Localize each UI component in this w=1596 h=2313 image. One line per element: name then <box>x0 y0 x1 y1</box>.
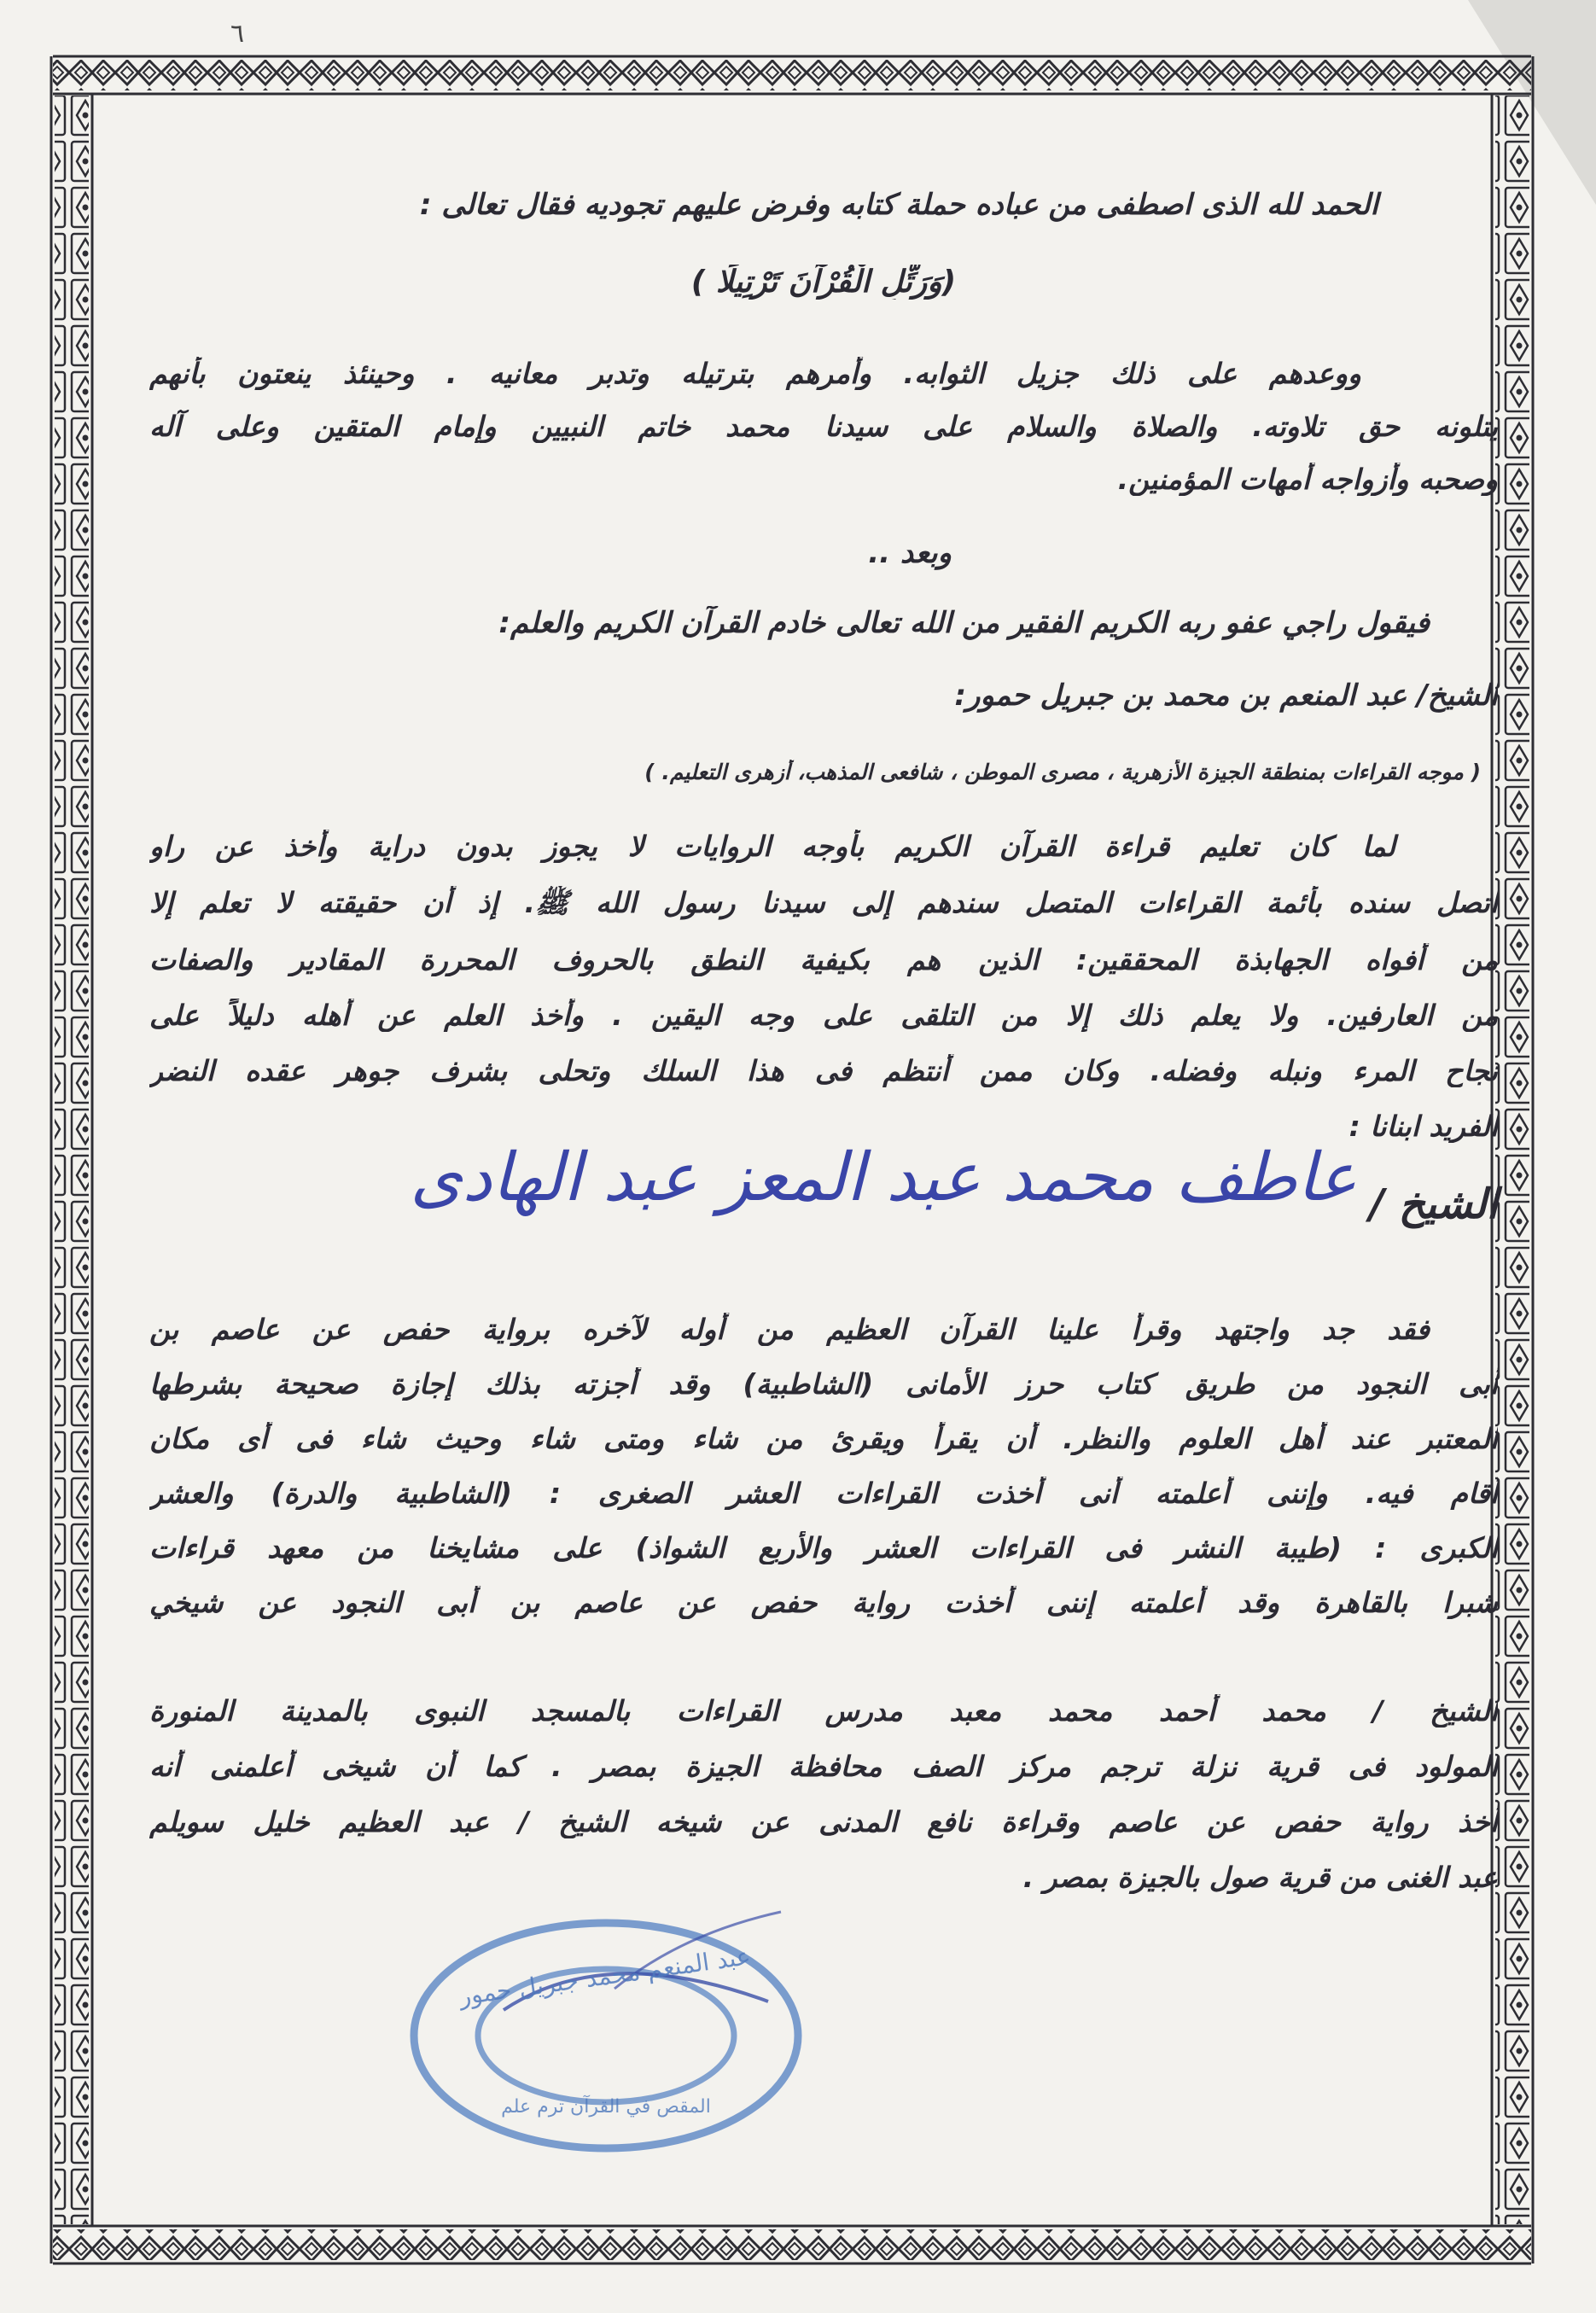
stamp-lower-text: المقص في القرآن ترم علم <box>501 2096 711 2118</box>
text-line: اتصل سنده بأئمة القراءات المتصل سندهم إلى سيدنا رسول الله ﷺ. إذ أن حقيقته لا تعلم إلا <box>149 886 1498 919</box>
text-line: وصحبه وأزواجه أمهات المؤمنين. <box>1117 463 1498 496</box>
text-line: لما كان تعليم قراءة القرآن الكريم بأوجه الروايات لا يجوز بدون دراية وأخذ عن راو <box>149 830 1395 863</box>
page-mark: ٦ <box>230 19 245 49</box>
stamp-text: عبد المنعم محمد جبريل حمور <box>457 1942 753 2011</box>
text-line: من أفواه الجهابذة المحققين: الذين هم بكيفية النطق بالحروف المحررة المقادير والصفات <box>149 943 1498 976</box>
student-prefix: الشيخ / <box>1369 1180 1498 1228</box>
text-line: نجاح المرء ونبله وفضله. وكان ممن أنتظم فى هذا السلك وتحلى بشرف جوهر عقده النضر <box>149 1054 1498 1087</box>
certificate-text <box>149 171 1498 2014</box>
text-line: شبرا بالقاهرة وقد أعلمته إننى أخذت رواية حفص عن عاصم بن أبى النجود عن شيخي <box>149 1586 1498 1619</box>
student-line <box>149 1139 1498 1242</box>
text-line: أقام فيه. وإننى أعلمته أنى أخذت القراءات العشر الصغرى : (الشاطبية والدرة) والعشر <box>149 1477 1498 1510</box>
text-line: يتلونه حق تلاوته. والصلاة والسلام على سيدنا محمد خاتم النبيين وإمام المتقين وعلى آله <box>149 410 1498 443</box>
text-line: من العارفين. ولا يعلم ذلك إلا من التلقى على وجه اليقين . وأخذ العلم عن أهله دليلاً على <box>149 999 1498 1032</box>
text-line: عبد الغنى من قرية صول بالجيزة بمصر . <box>1022 1861 1498 1894</box>
text-line: الفريد ابنانا : <box>1348 1110 1498 1143</box>
text-line: فيقول راجي عفو ربه الكريم الفقير من الله تعالى خادم القرآن الكريم والعلم: <box>498 606 1430 640</box>
text-line: وبعد .. <box>868 536 952 570</box>
student-handwritten-name: عاطف محمد عبد المعز عبد الهادى <box>410 1139 1357 1216</box>
opening-line: الحمد لله الذى اصطفى من عباده حملة كتابه وفرض عليهم تجوديه فقال تعالى : <box>419 188 1378 222</box>
text-line: الكبرى : (طيبة النشر فى القراءات العشر والأربع الشواذ) على مشايخنا من معهد قراءات <box>149 1531 1498 1564</box>
text-line: فقد جد واجتهد وقرأ علينا القرآن العظيم من أوله لآخره برواية حفص عن عاصم بن <box>149 1313 1430 1346</box>
text-line: الشيخ / محمد أحمد محمد معبد مدرس القراءات بالمسجد النبوى بالمدينة المنورة <box>149 1694 1498 1727</box>
teacher-name: الشيخ/ عبد المنعم بن محمد بن جبريل حمور: <box>954 679 1498 713</box>
text-line: ووعدهم على ذلك جزيل الثوابه. وأمرهم بترتيله وتدبر معانيه . وحينئذ ينعتون بأنهم <box>149 357 1361 390</box>
official-stamp <box>401 1908 811 2164</box>
teacher-title: ( موجه القراءات بمنطقة الجيزة الأزهرية ، مصرى الموطن ، شافعى المذهب، أزهرى التعليم. ) <box>644 760 1481 784</box>
text-line: أخذ رواية حفص عن عاصم وقراءة نافع المدنى عن شيخه الشيخ / عبد العظيم خليل سويلم <box>149 1805 1498 1838</box>
text-line: المعتبر عند أهل العلوم والنظر. أن يقرأ ويقرئ من شاء ومتى شاء وحيث شاء فى أى مكان <box>149 1422 1498 1455</box>
text-line: أبى النجود من طريق كتاب حرز الأمانى (الشاطبية) وقد أجزته بذلك إجازة صحيحة بشرطها <box>149 1367 1498 1401</box>
quran-verse: (وَرَتِّلِ الْقُرْآنَ تَرْتِيلًا ) <box>690 265 957 300</box>
text-line: المولود فى قرية نزلة ترجم مركز الصف محافظة الجيزة بمصر . كما أن شيخى أعلمنى أنه <box>149 1750 1498 1783</box>
